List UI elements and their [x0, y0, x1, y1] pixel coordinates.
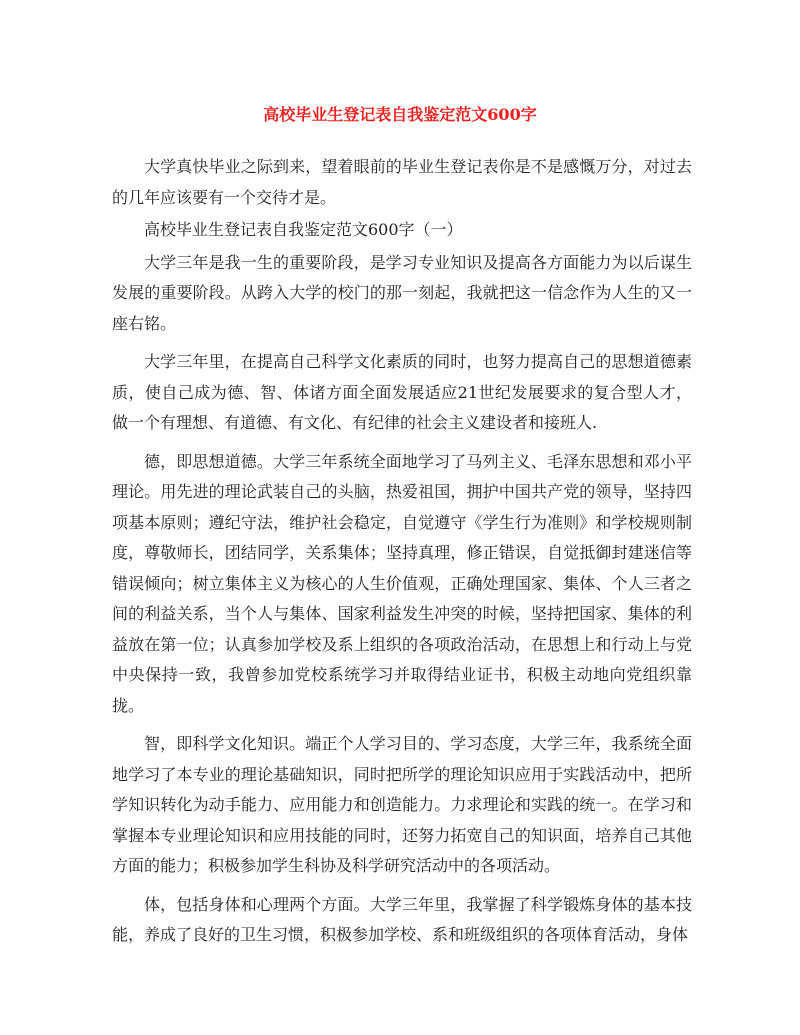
document-title: 高校毕业生登记表自我鉴定范文600字	[263, 105, 537, 124]
paragraph-5: 体，包括身体和心理两个方面。大学三年里，我掌握了科学锻炼身体的基本技能，养成了良好的卫生习惯，积极参加学校、系和班级组织的各项体育活动，身体	[112, 894, 692, 944]
paragraph-subtitle: 高校毕业生登记表自我鉴定范文600字（一）	[144, 220, 463, 239]
paragraph-4: 智，即科学文化知识。端正个人学习目的、学习态度，大学三年，我系统全面地学习了本专业的理论基础知识，同时把所学的理论知识应用于实践活动中，把所学知识转化为动手能力、应用能力和创造能力。力求理论和实践的统一。在学习和掌握本专业理论知识和应用技能的同时，还努力拓宽自己的知识面，培养自己其他方面的能力；积极参加学生科协及科学研究活动中的各项活动。	[112, 734, 692, 875]
paragraph-1: 大学三年是我一生的重要阶段，是学习专业知识及提高各方面能力为以后谋生发展的重要阶段。从跨入大学的校门的那一刻起，我就把这一信念作为人生的又一座右铭。	[112, 252, 692, 333]
document-body	[112, 152, 692, 959]
paragraph-3: 德，即思想道德。大学三年系统全面地学习了马列主义、毛泽东思想和邓小平理论。用先进的理论武装自己的头脑，热爱祖国，拥护中国共产党的领导，坚持四项基本原则；遵纪守法，维护社会稳定，自觉遵守《学生行为准则》和学校规则制度，尊敬师长，团结同学，关系集体；坚持真理，修正错误，自觉抵御封建迷信等错误倾向；树立集体主义为核心的人生价值观，正确处理国家、集体、个人三者之间的利益关系，当个人与集体、国家利益发生冲突的时候，坚持把国家、集体的利益放在第一位；认真参加学校及系上组织的各项政治活动，在思想上和行动上与党中央保持一致，我曾参加党校系统学习并取得结业证书，积极主动地向党组织靠拢。	[112, 451, 692, 715]
paragraph-intro: 大学真快毕业之际到来，望着眼前的毕业生登记表你是不是感慨万分，对过去的几年应该要有一个交待才是。	[112, 157, 692, 207]
paragraph-2: 大学三年里，在提高自己科学文化素质的同时，也努力提高自己的思想道德素质，使自己成为德、智、体诸方面全面发展适应21世纪发展要求的复合型人才，做一个有理想、有道德、有文化、有纪律的社会主义建设者和接班人.	[112, 352, 692, 432]
